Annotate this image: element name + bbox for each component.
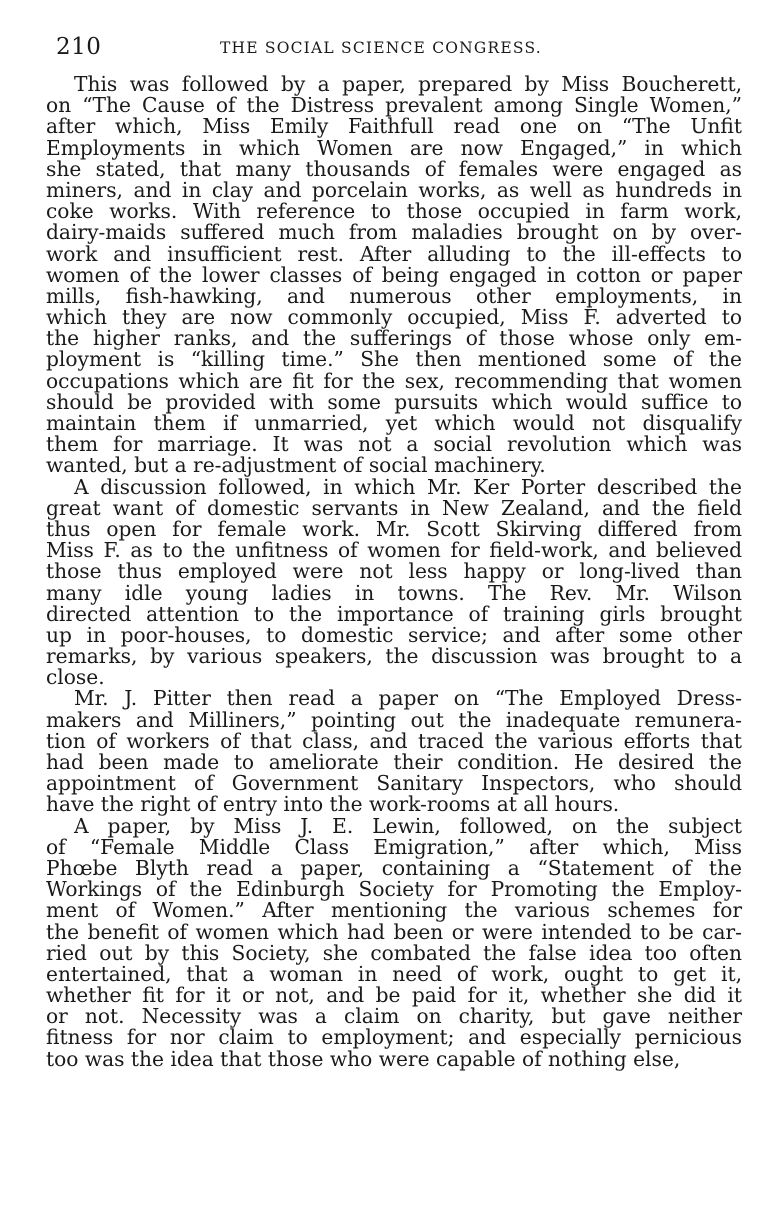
text-line: those thus employed were not less happy or long-lived than xyxy=(46,559,742,584)
text-line: tion of workers of that class, and traced the various efforts that xyxy=(46,728,742,753)
text-line: Mr. J. Pitter then read a paper on “The Employed Dress- xyxy=(74,686,742,711)
paragraph xyxy=(46,813,742,1071)
text-line: fitness for nor claim to employment; and especially pernicious xyxy=(46,1025,742,1050)
text-line: remarks, by various speakers, the discussion was brought to a xyxy=(46,644,742,669)
text-line: women of the lower classes of being engaged in cotton or paper xyxy=(46,262,742,287)
text-line: of “Female Middle Class Emigration,” after which, Miss xyxy=(46,834,742,859)
text-line: entertained, that a woman in need of work, ought to get it, xyxy=(46,961,742,986)
text-line: occupations which are fit for the sex, recommending that women xyxy=(46,368,742,393)
text-line: ployment is “killing time.” She then mentioned some of the xyxy=(46,347,742,372)
body-text xyxy=(46,74,742,1070)
text-line: should be provided with some pursuits which would suffice to xyxy=(46,389,742,414)
text-line: thus open for female work. Mr. Scott Skirving differed from xyxy=(46,516,742,541)
text-line: too was the idea that those who were capable of nothing else, xyxy=(46,1046,681,1071)
text-line: she stated, that many thousands of females were engaged as xyxy=(46,156,742,181)
text-line: makers and Milliners,” pointing out the inadequate remunera- xyxy=(46,707,742,732)
text-line: wanted, but a re-adjustment of social machinery. xyxy=(46,453,546,478)
text-line: or not. Necessity was a claim on charity, but gave neither xyxy=(46,1004,742,1029)
text-line: Workings of the Edinburgh Society for Promoting the Employ- xyxy=(46,877,742,902)
book-page xyxy=(46,30,742,1070)
text-line: the benefit of women which had been or were intended to be car- xyxy=(46,919,742,944)
text-line: dairy-maids suffered much from maladies brought on by over- xyxy=(46,220,742,245)
text-line: directed attention to the importance of training girls brought xyxy=(46,601,742,626)
text-line: the higher ranks, and the sufferings of those whose only em- xyxy=(46,326,742,351)
text-line: have the right of entry into the work-rooms at all hours. xyxy=(46,792,620,817)
text-line: work and insufficient rest. After alluding to the ill-effects to xyxy=(46,241,742,266)
text-line: Miss F. as to the unfitness of women for field-work, and believed xyxy=(46,538,742,563)
paragraph xyxy=(46,74,742,477)
text-line: maintain them if unmarried, yet which would not disqualify xyxy=(46,411,742,435)
text-line: miners, and in clay and porcelain works, as well as hundreds in xyxy=(46,177,742,202)
text-line: A paper, by Miss J. E. Lewin, followed, on the subject xyxy=(74,813,742,838)
text-line: ried out by this Society, she combated the false idea too often xyxy=(46,940,742,965)
text-line: on “The Cause of the Distress prevalent among Single Women,” xyxy=(46,93,742,118)
running-title: THE SOCIAL SCIENCE CONGRESS. xyxy=(220,39,542,57)
text-line: appointment of Government Sanitary Inspectors, who should xyxy=(46,771,742,796)
page-number: 210 xyxy=(56,34,102,60)
text-line: close. xyxy=(46,665,105,690)
page-header xyxy=(46,30,742,64)
text-line: ment of Women.” After mentioning the various schemes for xyxy=(46,898,742,923)
text-line: whether fit for it or not, and be paid for it, whether she did it xyxy=(46,983,742,1008)
text-line: many idle young ladies in towns. The Rev. Mr. Wilson xyxy=(46,580,742,605)
text-line: coke works. With reference to those occupied in farm work, xyxy=(46,199,742,224)
text-line: mills, fish-hawking, and numerous other employments, in xyxy=(46,283,742,308)
paragraph xyxy=(46,688,742,815)
text-line: great want of domestic servants in New Zealand, and the field xyxy=(46,495,742,520)
text-line: after which, Miss Emily Faithfull read one on “The Unfit xyxy=(46,114,742,139)
paragraph xyxy=(46,474,742,690)
text-line: had been made to ameliorate their condition. He desired the xyxy=(46,750,742,774)
text-line: Phœbe Blyth read a paper, containing a “Statement of the xyxy=(46,855,742,880)
text-line: them for marriage. It was not a social revolution which was xyxy=(46,432,742,457)
text-line: up in poor-houses, to domestic service; and after some other xyxy=(46,622,742,647)
text-line: A discussion followed, in which Mr. Ker Porter described the xyxy=(74,474,742,499)
text-line: This was followed by a paper, prepared by Miss Boucherett, xyxy=(74,72,742,96)
text-line: which they are now commonly occupied, Miss F. adverted to xyxy=(46,305,742,330)
text-line: Employments in which Women are now Engaged,” in which xyxy=(46,135,742,160)
